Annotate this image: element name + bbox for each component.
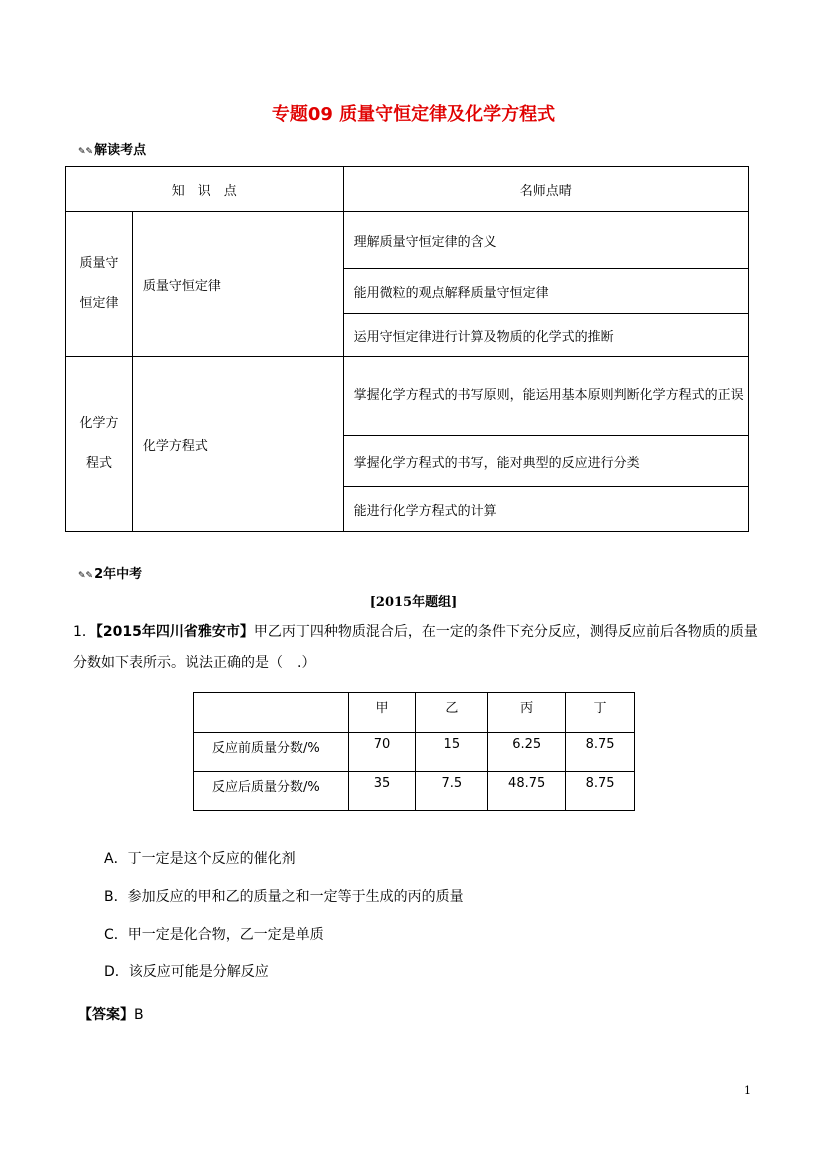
data-table-row-label: 反应后质量分数/%: [194, 772, 349, 811]
answer-label: 【答案】: [78, 1007, 134, 1023]
data-table-header: 丁: [566, 693, 635, 733]
category-line: 化学方: [79, 416, 119, 431]
bullet-icon: ✎✎: [78, 571, 94, 581]
answer-value: B: [134, 1007, 144, 1023]
option-d: D．该反应可能是分解反应: [104, 964, 269, 980]
data-table-cell: 7.5: [416, 772, 488, 811]
category-line: 质量守: [79, 256, 119, 271]
question-number: 1．: [73, 624, 96, 640]
question-source: 【2015年四川省雅安市】: [95, 624, 254, 640]
section-heading-2: [78, 563, 142, 582]
note-cell: 能进行化学方程式的计算: [343, 487, 748, 532]
knowledge-table: [65, 166, 749, 532]
answer: [78, 1004, 144, 1024]
category-line: 恒定律: [79, 296, 119, 311]
section-heading-1: [78, 139, 146, 158]
option-c: C．甲一定是化合物，乙一定是单质: [104, 927, 324, 943]
data-table-cell: 15: [416, 733, 488, 772]
page-number: 1: [744, 1084, 751, 1097]
data-table-cell: 48.75: [488, 772, 566, 811]
data-table-header: 丙: [488, 693, 566, 733]
category-line: 程式: [85, 456, 112, 471]
note-cell: 掌握化学方程式的书写原则，能运用基本原则判断化学方程式的正误: [343, 357, 748, 436]
data-table-cell: 6.25: [488, 733, 566, 772]
data-table-cell: 8.75: [566, 733, 635, 772]
category-cell: [66, 357, 133, 532]
option-b: B．参加反应的甲和乙的质量之和一定等于生成的丙的质量: [104, 889, 464, 905]
question-stem: 甲乙丙丁四种物质混合后，在一定的条件下充分反应，测得反应前后各物质的质量分数如下表所示。说法正确的是（ .）: [73, 624, 758, 671]
data-table-cell: 70: [348, 733, 416, 772]
question-text: [73, 617, 763, 679]
data-table-header: 乙: [416, 693, 488, 733]
section-heading-1-label: 解读考点: [94, 143, 147, 158]
note-cell: 掌握化学方程式的书写，能对典型的反应进行分类: [343, 436, 748, 487]
group-heading: [2015年题组]: [369, 595, 458, 610]
note-cell: 能用微粒的观点解释质量守恒定律: [343, 269, 748, 314]
point-cell: 质量守恒定律: [132, 212, 343, 357]
page-title: 专题09 质量守恒定律及化学方程式: [271, 104, 556, 125]
knowledge-table-header-notes: 名师点晴: [343, 167, 748, 212]
data-table-header: 甲: [348, 693, 416, 733]
data-table-row-label: 反应前质量分数/%: [194, 733, 349, 772]
note-cell: 理解质量守恒定律的含义: [343, 212, 748, 269]
data-table: [193, 692, 635, 811]
category-cell: [66, 212, 133, 357]
option-a: A．丁一定是这个反应的催化剂: [104, 851, 296, 867]
point-cell: 化学方程式: [132, 357, 343, 532]
section-heading-2-label: 2年中考: [94, 567, 143, 582]
data-table-cell: 35: [348, 772, 416, 811]
data-table-header: [194, 693, 349, 733]
bullet-icon: ✎✎: [78, 147, 94, 157]
note-cell: 运用守恒定律进行计算及物质的化学式的推断: [343, 314, 748, 357]
data-table-cell: 8.75: [566, 772, 635, 811]
knowledge-table-header-point: 知 识 点: [66, 167, 344, 212]
